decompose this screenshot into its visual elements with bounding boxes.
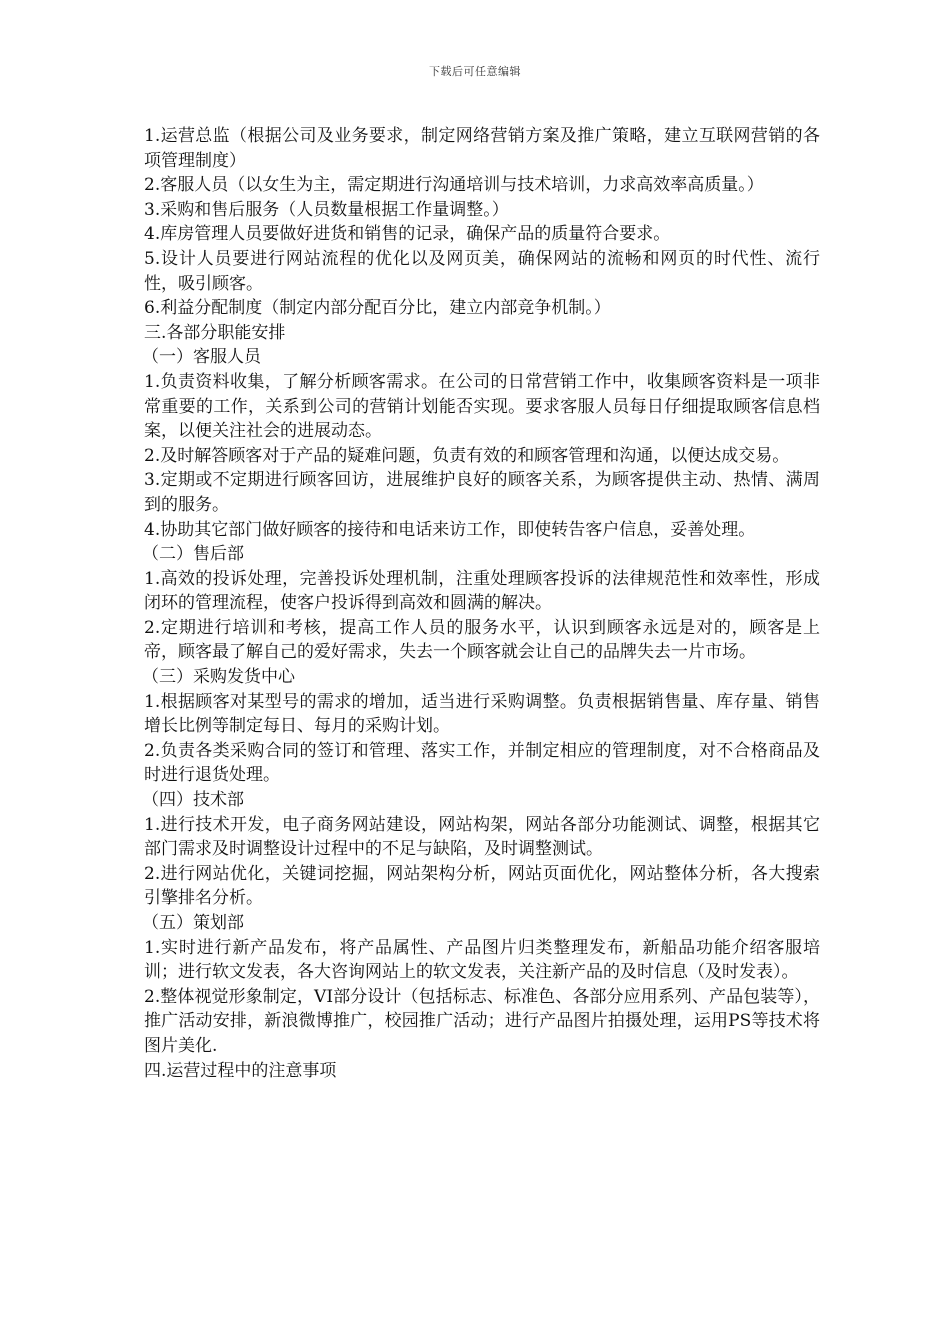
paragraph: 1.根据顾客对某型号的需求的增加，适当进行采购调整。负责根据销售量、库存量、销售增长比例等制定每日、每月的采购计划。 — [144, 691, 820, 737]
paragraph: 2.整体视觉形象制定，VI部分设计（包括标志、标准色、各部分应用系列、产品包装等），推广活动安排，新浪微博推广，校园推广活动；进行产品图片拍摄处理，运用PS等技术将图片美化. — [144, 986, 820, 1056]
paragraph: 2.负责各类采购合同的签订和管理、落实工作，并制定相应的管理制度，对不合格商品及时进行退货处理。 — [144, 740, 820, 786]
paragraph: 6.利益分配制度（制定内部分配百分比，建立内部竞争机制。） — [144, 298, 611, 319]
paragraph: 1.高效的投诉处理，完善投诉处理机制，注重处理顾客投诉的法律规范性和效率性，形成闭环的管理流程，使客户投诉得到高效和圆满的解决。 — [144, 568, 820, 614]
paragraph: 4.库房管理人员要做好进货和销售的记录，确保产品的质量符合要求。 — [144, 224, 671, 245]
subsection-heading: （二）售后部 — [142, 544, 244, 565]
page-header-note: 下载后可任意编辑 — [429, 65, 521, 78]
subsection-heading: （四）技术部 — [142, 790, 244, 811]
paragraph: 2.定期进行培训和考核，提高工作人员的服务水平，认识到顾客永远是对的，顾客是上帝，顾客最了解自己的爱好需求，失去一个顾客就会让自己的品牌失去一片市场。 — [144, 617, 820, 663]
paragraph: 3.采购和售后服务（人员数量根据工作量调整。） — [144, 199, 509, 220]
section-heading: 三.各部分职能安排 — [144, 322, 286, 343]
paragraph: 5.设计人员要进行网站流程的优化以及网页美，确保网站的流畅和网页的时代性、流行性，吸引顾客。 — [144, 248, 820, 294]
paragraph: 3.定期或不定期进行顾客回访，进展维护良好的顾客关系，为顾客提供主动、热情、满周到的服务。 — [144, 470, 820, 515]
paragraph: 1.实时进行新产品发布，将产品属性、产品图片归类整理发布，新船品功能介绍客服培训；进行软文发表，各大咨询网站上的软文发表，关注新产品的及时信息（及时发表）。 — [144, 937, 820, 983]
paragraph: 1.进行技术开发，电子商务网站建设，网站构架，网站各部分功能测试、调整，根据其它部门需求及时调整设计过程中的不足与缺陷，及时调整测试。 — [144, 814, 820, 860]
subsection-heading: （三）采购发货中心 — [142, 667, 295, 688]
paragraph: 2.客服人员（以女生为主，需定期进行沟通培训与技术培训，力求高效率高质量。） — [144, 175, 764, 196]
paragraph: 1.负责资料收集，了解分析顾客需求。在公司的日常营销工作中，收集顾客资料是一项非常重要的工作，关系到公司的营销计划能否实现。要求客服人员每日仔细提取顾客信息档案，以便关注社会的进展动态。 — [144, 371, 820, 442]
subsection-heading: （五）策划部 — [142, 913, 244, 933]
section-heading: 四.运营过程中的注意事项 — [144, 1060, 337, 1081]
subsection-heading: （一）客服人员 — [142, 347, 261, 368]
paragraph: 2.及时解答顾客对于产品的疑难问题，负责有效的和顾客管理和沟通，以便达成交易。 — [144, 445, 790, 466]
paragraph: 4.协助其它部门做好顾客的接待和电话来访工作，即使转告客户信息，妥善处理。 — [144, 519, 756, 540]
document-body — [144, 124, 820, 1083]
paragraph: 2.进行网站优化，关键词挖掘，网站架构分析，网站页面优化，网站整体分析，各大搜索引擎排名分析。 — [144, 863, 820, 909]
paragraph: 1.运营总监（根据公司及业务要求，制定网络营销方案及推广策略，建立互联网营销的各项管理制度） — [144, 126, 820, 171]
